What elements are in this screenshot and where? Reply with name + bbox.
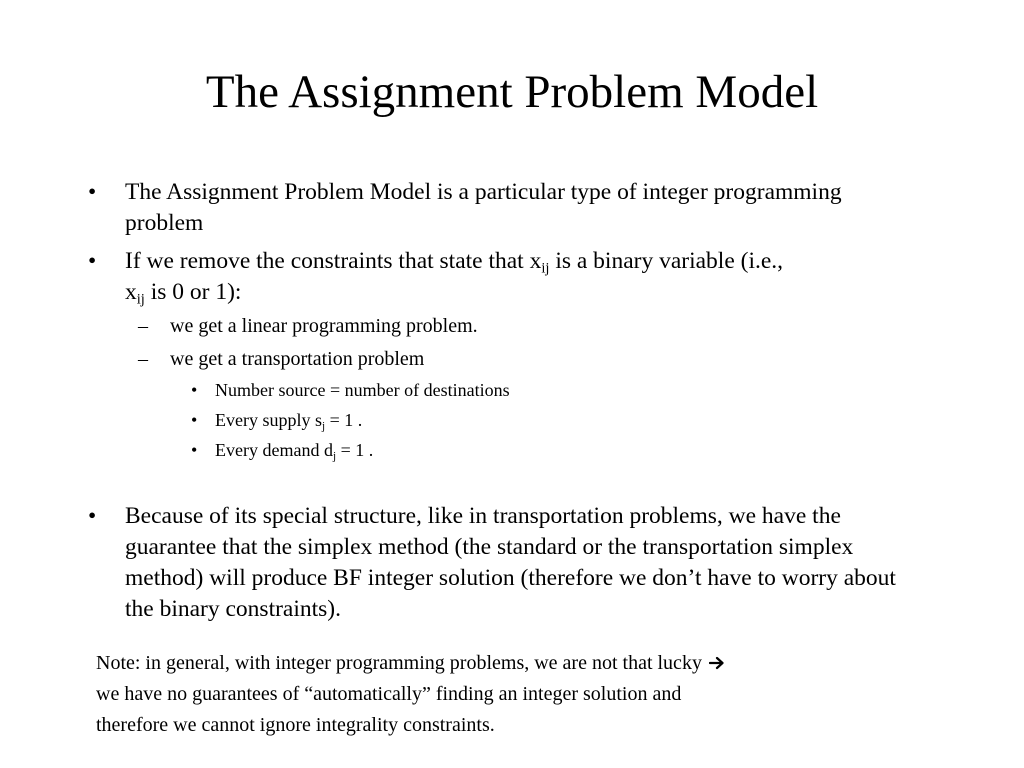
sub-sub-item-text bbox=[215, 437, 373, 463]
text-fragment: = 1 . bbox=[325, 410, 363, 430]
sub-sub-item-text: Number source = number of destinations bbox=[215, 380, 510, 400]
text-fragment: Every demand d bbox=[215, 440, 333, 460]
bullet-icon: • bbox=[191, 380, 198, 400]
sub-item-text: we get a transportation problem bbox=[170, 348, 425, 370]
note-block bbox=[96, 648, 926, 741]
sub-sub-item-text bbox=[215, 407, 362, 433]
subscript: ij bbox=[136, 291, 145, 308]
bullet-icon: • bbox=[88, 179, 97, 205]
bullet-icon: • bbox=[88, 503, 97, 529]
text-fragment: Every supply s bbox=[215, 410, 322, 430]
note-line: therefore we cannot ignore integrality constraints. bbox=[96, 714, 495, 736]
subscript: j bbox=[322, 420, 326, 433]
sub-item-text: we get a linear programming problem. bbox=[170, 315, 478, 337]
text-fragment: x bbox=[125, 279, 137, 305]
note-line: Note: in general, with integer programming problems, we are not that lucky bbox=[96, 652, 702, 674]
text-fragment: is 0 or 1): bbox=[144, 279, 242, 305]
dash-icon: – bbox=[138, 348, 148, 370]
note-line: we have no guarantees of “automatically” finding an integer solution and bbox=[96, 683, 682, 705]
bullet-icon: • bbox=[88, 248, 97, 274]
right-arrow-icon bbox=[709, 656, 725, 670]
bullet-icon: • bbox=[191, 410, 198, 430]
bullet-text: The Assignment Problem Model is a particular type of integer programming problem bbox=[125, 179, 842, 236]
subscript: j bbox=[332, 450, 337, 463]
bullet-icon: • bbox=[191, 440, 198, 460]
text-fragment: is a binary variable (i.e., bbox=[549, 248, 784, 274]
text-fragment: = 1 . bbox=[336, 440, 374, 460]
bullet-text bbox=[125, 246, 915, 308]
slide-title: The Assignment Problem Model bbox=[205, 66, 819, 118]
bullet-text: Because of its special structure, like in transportation problems, we have the guarantee that the simplex method (the standard or the transportation simplex method) will produce BF integer solution (therefore we don’t have to worry about the binary constraints). bbox=[125, 503, 896, 622]
dash-icon: – bbox=[138, 315, 148, 337]
subscript: ij bbox=[541, 260, 550, 277]
text-fragment: If we remove the constraints that state that x bbox=[125, 248, 542, 274]
